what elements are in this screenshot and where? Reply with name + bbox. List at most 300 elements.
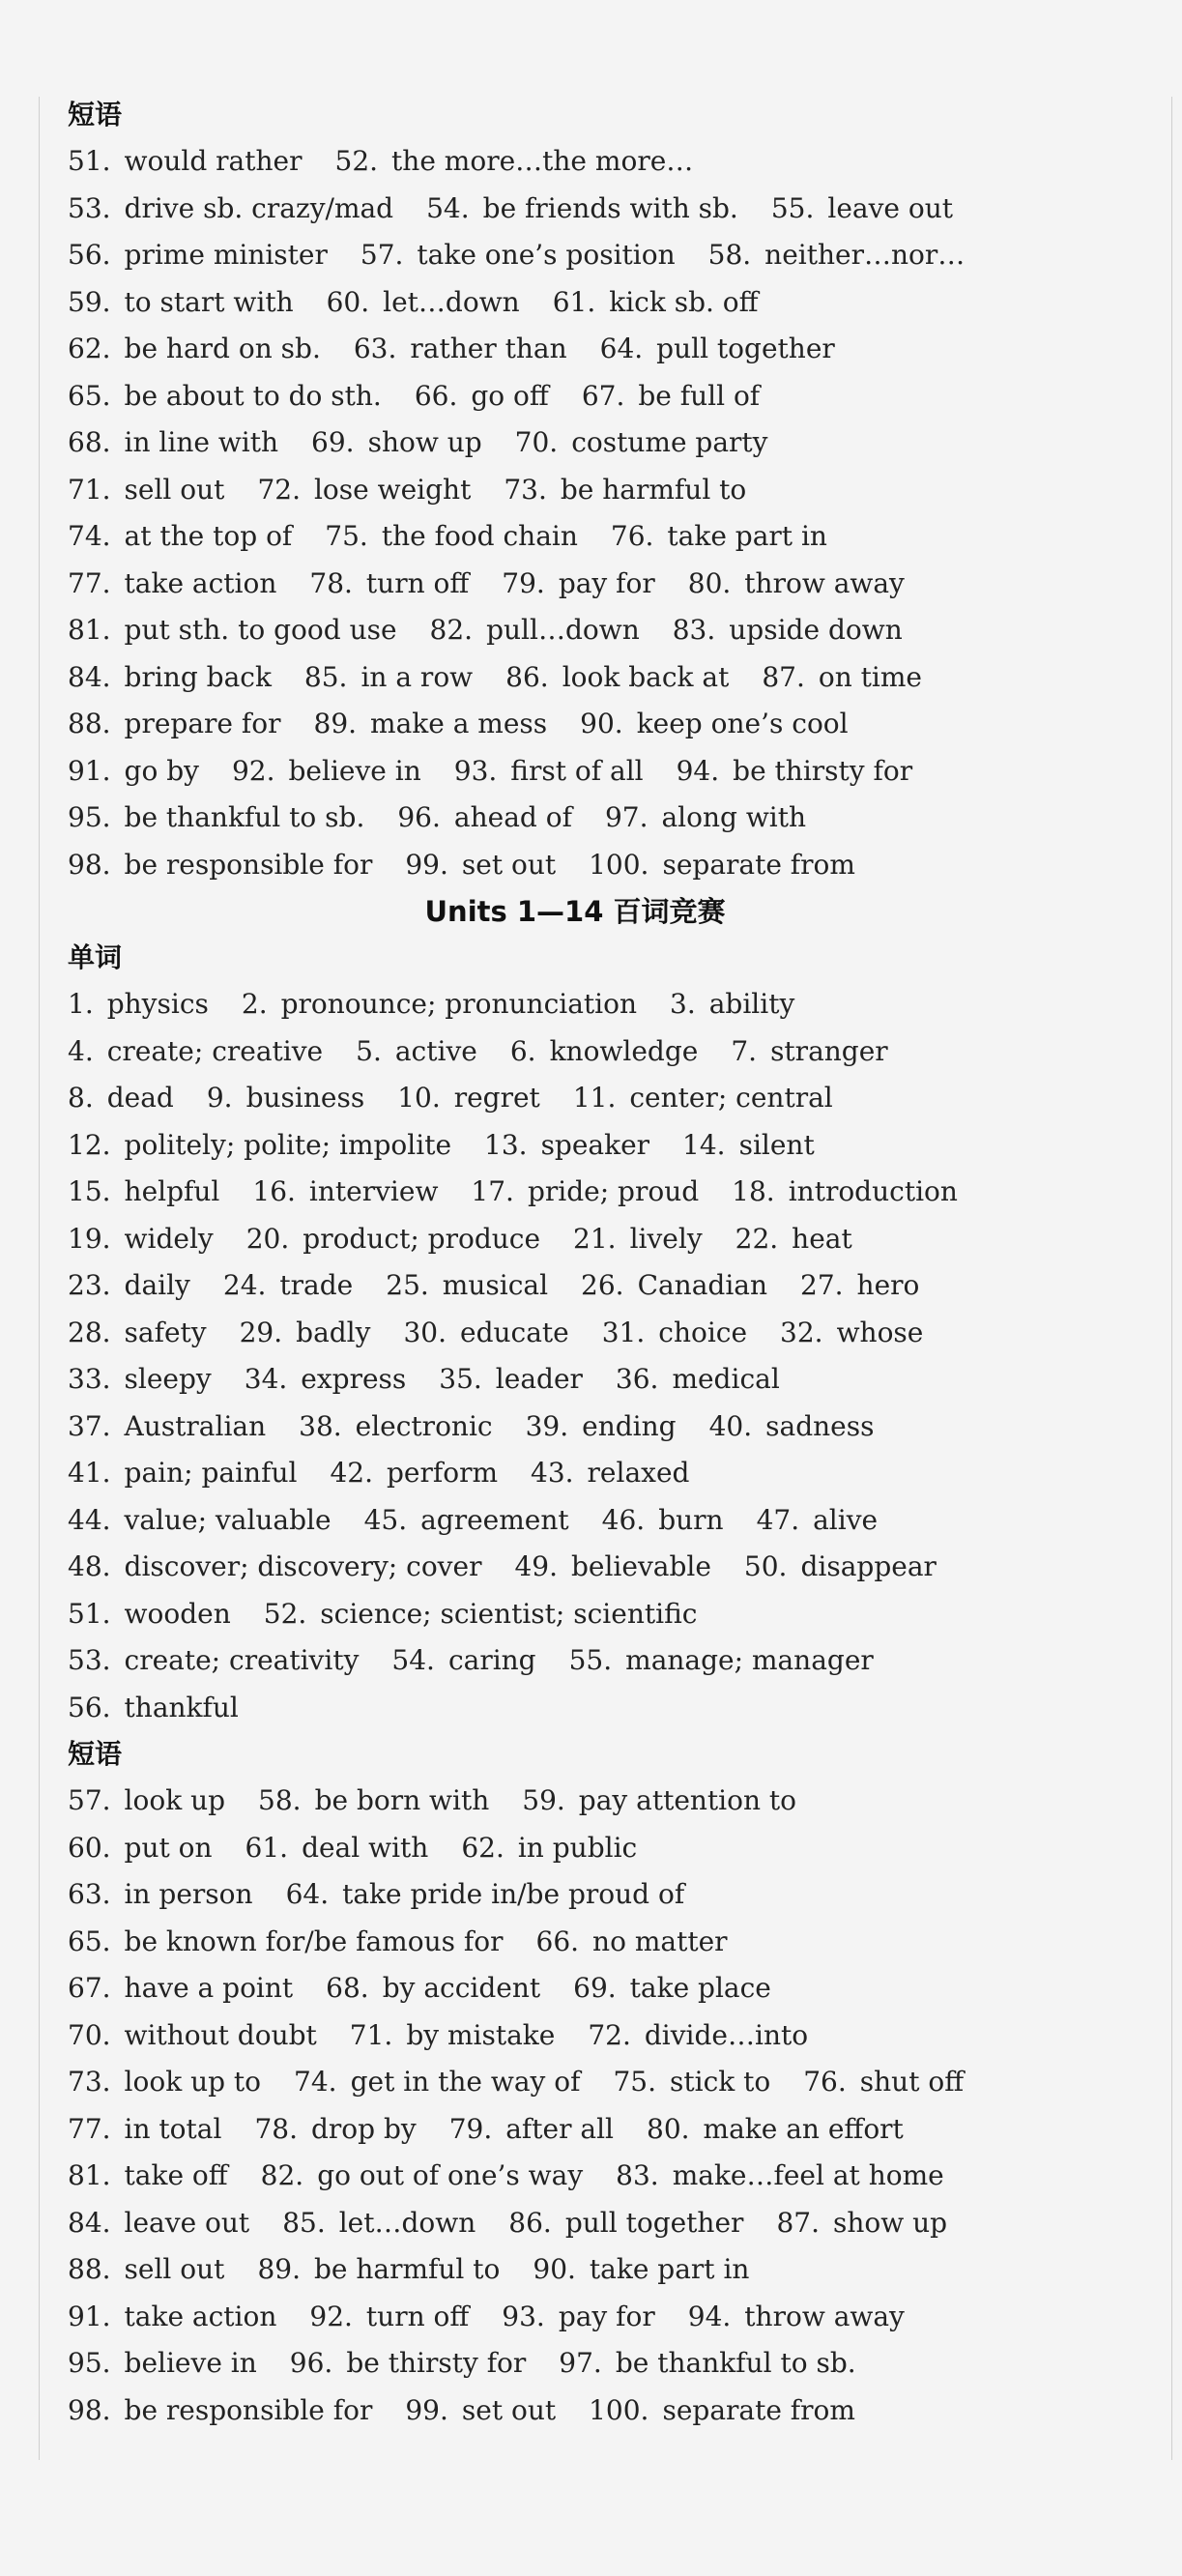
answer-entry: [613, 2066, 770, 2098]
answer-entry: [526, 1410, 677, 1442]
answer-entry: [605, 801, 806, 833]
answer-number: 22.: [735, 1222, 779, 1255]
answer-text: go out of one’s way: [317, 2159, 584, 2191]
answer-number: 37.: [68, 1409, 111, 1442]
answer-row: [68, 1310, 1160, 1357]
section-title: Units 1—14 百词竞赛: [424, 895, 726, 928]
answer-number: 13.: [484, 1128, 528, 1161]
answer-entry: [309, 567, 469, 599]
answer-number: 96.: [289, 2347, 333, 2379]
answer-text: costume party: [571, 426, 768, 458]
answer-number: 97.: [559, 2347, 602, 2379]
answer-row: [68, 1637, 1160, 1685]
answer-text: turn off: [365, 566, 470, 599]
answer-entry: [68, 988, 209, 1020]
answer-text: educate: [460, 1316, 569, 1348]
answer-number: 56.: [68, 1691, 111, 1723]
answer-text: make a mess: [370, 708, 548, 739]
answer-entry: [354, 333, 567, 364]
answer-text: create; creative: [106, 1034, 324, 1067]
answer-text: medical: [672, 1363, 780, 1395]
answer-text: lose weight: [313, 473, 472, 506]
answer-number: 50.: [743, 1550, 788, 1582]
answer-text: upside down: [729, 614, 903, 646]
answer-entry: [223, 1269, 353, 1301]
answer-text: keep one’s cool: [636, 708, 849, 739]
answer-entry: [309, 2301, 469, 2332]
answer-number: 62.: [68, 333, 111, 364]
answer-text: in a row: [360, 660, 474, 693]
answer-row: [68, 607, 1160, 654]
answer-row: [68, 232, 1160, 279]
answer-number: 77.: [68, 2112, 111, 2145]
answer-entry: [449, 2113, 614, 2145]
answer-number: 69.: [573, 1972, 617, 2004]
answer-text: take action: [124, 566, 277, 599]
answer-entry: [68, 849, 372, 881]
answer-text: electronic: [355, 1409, 493, 1442]
answer-entry: [454, 755, 644, 787]
answer-entry: [504, 474, 746, 506]
answer-row: [68, 2340, 1160, 2388]
answer-text: thankful: [124, 1691, 239, 1723]
answer-number: 68.: [326, 1972, 369, 2004]
answer-text: pay for: [558, 2300, 655, 2332]
answer-number: 72.: [257, 473, 301, 506]
answer-number: 61.: [552, 285, 596, 318]
answer-number: 81.: [68, 614, 111, 646]
answer-number: 39.: [525, 1409, 569, 1442]
answer-text: center; central: [629, 1082, 833, 1114]
answer-number: 6.: [509, 1034, 536, 1067]
answer-text: be responsible for: [124, 2393, 373, 2426]
answer-entry: [68, 2394, 372, 2426]
answer-number: 97.: [604, 801, 649, 833]
answer-entry: [602, 1504, 724, 1536]
answer-text: be thirsty for: [733, 754, 913, 787]
answer-entry: [257, 2253, 500, 2285]
answer-entry: [68, 426, 278, 458]
answer-entry: [68, 1129, 451, 1161]
answer-entry: [688, 2301, 905, 2332]
answer-number: 100.: [589, 848, 649, 881]
answer-number: 25.: [386, 1269, 429, 1301]
phrases-list-1: [68, 138, 1160, 888]
answer-text: burn: [658, 1503, 724, 1536]
answer-row: [68, 1216, 1160, 1263]
answer-entry: [573, 1223, 703, 1255]
answer-text: without doubt: [124, 2018, 317, 2051]
answer-text: stick to: [670, 2066, 771, 2098]
answer-text: drive sb. crazy/mad: [124, 191, 394, 224]
answer-number: 88.: [68, 708, 111, 739]
answer-entry: [68, 1175, 219, 1207]
answer-entry: [290, 2347, 527, 2379]
answer-text: first of all: [510, 754, 644, 787]
answer-entry: [68, 1223, 214, 1255]
phrases-heading-1: 短语: [68, 99, 123, 130]
answer-text: bring back: [124, 660, 272, 693]
answer-entry: [286, 1878, 685, 1910]
answer-text: be full of: [638, 379, 761, 412]
answer-row: [68, 748, 1160, 796]
answer-number: 57.: [68, 1784, 111, 1816]
answer-text: dead: [106, 1082, 174, 1114]
answer-number: 40.: [708, 1409, 753, 1442]
answer-entry: [600, 333, 835, 364]
answer-number: 24.: [222, 1269, 267, 1301]
answer-entry: [330, 1457, 498, 1489]
answer-number: 61.: [245, 1831, 289, 1864]
phrases-list-2: [68, 1778, 1160, 2434]
answer-text: by accident: [382, 1972, 541, 2004]
answer-number: 70.: [68, 2018, 111, 2051]
answer-text: deal with: [302, 1831, 429, 1864]
answer-text: value; valuable: [124, 1503, 332, 1536]
answer-entry: [68, 2207, 249, 2239]
answer-number: 34.: [244, 1363, 288, 1395]
answer-entry: [589, 2394, 855, 2426]
answer-entry: [502, 2301, 654, 2332]
answer-number: 75.: [325, 520, 368, 552]
answer-text: lively: [629, 1222, 703, 1255]
answer-text: go off: [471, 379, 549, 412]
answer-number: 30.: [403, 1316, 447, 1348]
answer-number: 66.: [535, 1925, 580, 1957]
answer-row: [68, 654, 1160, 702]
answer-entry: [602, 1317, 747, 1348]
answer-entry: [254, 2113, 416, 2145]
answer-entry: [439, 1363, 583, 1395]
answer-text: drop by: [310, 2112, 417, 2145]
answer-number: 36.: [615, 1363, 659, 1395]
answer-text: be hard on sb.: [124, 333, 321, 364]
answer-number: 65.: [68, 379, 111, 412]
answer-entry: [616, 1363, 780, 1395]
answer-entry: [68, 755, 199, 787]
answer-number: 58.: [707, 239, 752, 271]
answer-text: politely; polite; impolite: [124, 1128, 452, 1161]
answer-number: 85.: [303, 660, 348, 693]
answer-text: look up to: [124, 2066, 262, 2098]
answer-entry: [611, 520, 827, 552]
answer-entry: [311, 426, 482, 458]
answer-text: ending: [582, 1409, 677, 1442]
answer-row: [68, 467, 1160, 514]
answer-text: turn off: [365, 2300, 470, 2332]
answer-text: believable: [570, 1550, 711, 1582]
answer-number: 84.: [68, 660, 111, 693]
answer-number: 78.: [254, 2112, 298, 2145]
answer-entry: [522, 1784, 796, 1816]
answer-text: shut off: [859, 2066, 965, 2098]
answer-number: 79.: [448, 2112, 493, 2145]
answer-number: 52.: [263, 1597, 307, 1630]
answer-row: [68, 513, 1160, 561]
answer-number: 82.: [260, 2159, 304, 2191]
answer-text: perform: [386, 1457, 499, 1489]
answer-text: disappear: [800, 1550, 937, 1582]
answer-text: caring: [447, 1644, 536, 1676]
answer-number: 90.: [580, 708, 623, 739]
answer-entry: [68, 2066, 261, 2098]
answer-number: 71.: [68, 473, 111, 506]
answer-entry: [68, 1925, 504, 1957]
answer-number: 69.: [311, 426, 355, 458]
answer-entry: [252, 1175, 438, 1207]
answer-entry: [471, 1175, 699, 1207]
answer-entry: [364, 1504, 569, 1536]
answer-number: 94.: [676, 754, 720, 787]
answer-entry: [68, 567, 276, 599]
answer-number: 99.: [405, 848, 448, 881]
answer-text: whose: [836, 1316, 924, 1348]
answer-text: heat: [792, 1222, 852, 1255]
answer-text: leave out: [827, 191, 954, 224]
answer-text: look back at: [562, 660, 730, 693]
answer-text: take action: [124, 2300, 277, 2332]
answer-entry: [68, 2019, 317, 2051]
answer-number: 29.: [239, 1316, 283, 1348]
answer-entry: [780, 1317, 923, 1348]
answer-number: 73.: [68, 2066, 111, 2098]
answer-number: 64.: [285, 1878, 330, 1910]
answer-text: sadness: [765, 1409, 875, 1442]
answer-entry: [282, 2207, 476, 2239]
answer-entry: [762, 661, 922, 693]
answer-text: manage; manager: [625, 1644, 874, 1676]
answer-row: [68, 1919, 1160, 1966]
answer-text: put sth. to good use: [124, 614, 397, 646]
answer-text: neither…nor…: [764, 239, 966, 271]
answer-number: 74.: [294, 2066, 337, 2098]
answer-row: [68, 1169, 1160, 1216]
answer-number: 83.: [672, 614, 716, 646]
answer-text: show up: [832, 2206, 948, 2239]
answer-text: discover; discovery; cover: [124, 1550, 482, 1582]
answer-number: 15.: [68, 1175, 111, 1207]
answer-text: be friends with sb.: [482, 191, 738, 224]
answer-number: 67.: [68, 1972, 111, 2004]
answer-number: 94.: [687, 2300, 732, 2332]
answer-text: pull together: [656, 333, 835, 364]
answer-text: take pride in/be proud of: [342, 1878, 685, 1910]
words-heading: 单词: [68, 941, 123, 973]
answer-entry: [68, 380, 382, 412]
answer-number: 75.: [613, 2066, 656, 2098]
answer-text: Canadian: [637, 1269, 768, 1301]
answer-entry: [257, 474, 471, 506]
answer-text: prepare for: [124, 708, 281, 739]
answer-text: believe in: [288, 754, 421, 787]
answer-entry: [732, 1175, 958, 1207]
answer-number: 89.: [313, 708, 358, 739]
answer-text: be thirsty for: [346, 2347, 527, 2379]
answer-row: [68, 2200, 1160, 2247]
answer-text: stranger: [770, 1034, 888, 1067]
answer-number: 17.: [471, 1175, 514, 1207]
answer-entry: [531, 1457, 689, 1489]
answer-text: in public: [517, 1831, 638, 1864]
answer-entry: [207, 1082, 364, 1114]
answer-text: no matter: [592, 1925, 728, 1957]
answer-entry: [68, 2347, 257, 2379]
answer-entry: [744, 1550, 937, 1582]
answer-row: [68, 1075, 1160, 1122]
phrases-heading-2: 短语: [68, 1738, 123, 1770]
answer-number: 3.: [670, 988, 696, 1020]
answer-text: rather than: [410, 333, 567, 364]
answer-entry: [68, 1644, 359, 1676]
answer-entry: [68, 1878, 253, 1910]
answer-entry: [68, 1363, 212, 1395]
answer-entry: [68, 2159, 228, 2191]
answer-text: take one’s position: [417, 239, 676, 271]
answer-entry: [350, 2019, 556, 2051]
answer-text: at the top of: [124, 520, 293, 552]
answer-text: active: [394, 1034, 477, 1067]
answer-text: speaker: [540, 1128, 650, 1161]
answer-entry: [771, 192, 953, 224]
page-content: [68, 92, 1160, 2434]
answer-text: sell out: [124, 473, 225, 506]
answer-number: 80.: [687, 566, 732, 599]
answer-number: 41.: [68, 1457, 111, 1489]
answer-number: 91.: [68, 754, 111, 787]
answer-text: in line with: [124, 426, 279, 458]
answer-entry: [68, 1598, 231, 1630]
answer-text: business: [245, 1082, 365, 1114]
answer-entry: [803, 2066, 964, 2098]
answer-text: wooden: [124, 1597, 231, 1630]
answer-text: daily: [124, 1269, 190, 1301]
answer-entry: [68, 333, 321, 364]
answer-entry: [505, 661, 729, 693]
answer-number: 47.: [756, 1503, 800, 1536]
answer-number: 12.: [68, 1128, 111, 1161]
answer-row: [68, 2012, 1160, 2060]
answer-number: 31.: [601, 1316, 646, 1348]
answer-entry: [68, 1784, 225, 1816]
answer-row: [68, 561, 1160, 608]
answer-text: along with: [661, 801, 807, 833]
answer-text: separate from: [662, 2393, 855, 2426]
answer-row: [68, 1685, 1160, 1732]
answer-text: after all: [505, 2112, 615, 2145]
answer-text: set out: [461, 2393, 557, 2426]
answer-number: 89.: [257, 2253, 301, 2285]
answer-row: [68, 1825, 1160, 1872]
answer-number: 2.: [241, 988, 268, 1020]
answer-number: 79.: [502, 566, 545, 599]
answer-entry: [68, 1317, 207, 1348]
words-list: [68, 981, 1160, 1731]
answer-number: 10.: [397, 1082, 441, 1114]
answer-row: [68, 326, 1160, 373]
answer-text: in total: [124, 2112, 222, 2145]
answer-row: [68, 1356, 1160, 1404]
answer-text: pronounce; pronunciation: [280, 988, 637, 1020]
answer-text: be harmful to: [560, 473, 747, 506]
answer-row: [68, 2246, 1160, 2294]
answer-row: [68, 1404, 1160, 1451]
answer-number: 93.: [502, 2300, 545, 2332]
answer-number: 5.: [356, 1034, 382, 1067]
answer-entry: [580, 708, 848, 739]
answer-text: choice: [658, 1316, 748, 1348]
answer-number: 8.: [68, 1082, 94, 1114]
answer-number: 95.: [68, 2347, 111, 2379]
answer-number: 44.: [68, 1503, 111, 1536]
answer-text: regret: [453, 1082, 540, 1114]
answer-text: sleepy: [124, 1363, 212, 1395]
answer-text: get in the way of: [350, 2066, 581, 2098]
answer-entry: [688, 567, 905, 599]
answer-entry: [559, 2347, 855, 2379]
answer-text: throw away: [744, 2300, 905, 2332]
answer-entry: [68, 1410, 266, 1442]
answer-number: 90.: [533, 2253, 576, 2285]
answer-text: knowledge: [549, 1034, 699, 1067]
answer-entry: [68, 239, 328, 271]
answer-entry: [391, 1644, 535, 1676]
answer-number: 81.: [68, 2159, 111, 2191]
answer-text: physics: [106, 988, 209, 1020]
answer-entry: [515, 426, 768, 458]
answer-text: helpful: [124, 1175, 220, 1207]
answer-text: pay attention to: [578, 1784, 797, 1816]
answer-number: 56.: [68, 239, 111, 271]
answer-entry: [240, 1317, 371, 1348]
answer-text: take place: [629, 1972, 771, 2004]
answer-number: 46.: [601, 1503, 646, 1536]
answer-number: 28.: [68, 1316, 111, 1348]
answer-entry: [68, 192, 393, 224]
answer-number: 26.: [581, 1269, 624, 1301]
answer-text: divide…into: [644, 2018, 809, 2051]
answer-entry: [325, 520, 578, 552]
answer-row: [68, 1778, 1160, 1825]
answer-text: the food chain: [381, 520, 578, 552]
answer-number: 76.: [803, 2066, 847, 2098]
answer-row: [68, 1965, 1160, 2012]
left-margin-rule: [39, 97, 40, 2460]
answer-row: [68, 1591, 1160, 1638]
answer-number: 11.: [572, 1082, 617, 1114]
answer-entry: [397, 801, 572, 833]
answer-entry: [731, 1035, 887, 1067]
answer-number: 38.: [299, 1409, 342, 1442]
answer-text: be thankful to sb.: [615, 2347, 856, 2379]
answer-entry: [314, 708, 548, 739]
answer-entry: [299, 1410, 492, 1442]
answer-text: prime minister: [124, 239, 328, 271]
answer-row: [68, 1544, 1160, 1591]
answer-row: [68, 1122, 1160, 1170]
answer-entry: [246, 1223, 540, 1255]
answer-row: [68, 1262, 1160, 1310]
answer-number: 53.: [68, 191, 111, 224]
answer-number: 66.: [414, 379, 458, 412]
answer-entry: [245, 1832, 429, 1864]
answer-text: be known for/be famous for: [124, 1925, 504, 1957]
answer-entry: [508, 2207, 743, 2239]
answer-number: 98.: [68, 848, 111, 881]
answer-number: 58.: [258, 1784, 302, 1816]
answer-entry: [573, 1972, 771, 2004]
answer-text: alive: [813, 1503, 879, 1536]
answer-text: in person: [124, 1878, 253, 1910]
